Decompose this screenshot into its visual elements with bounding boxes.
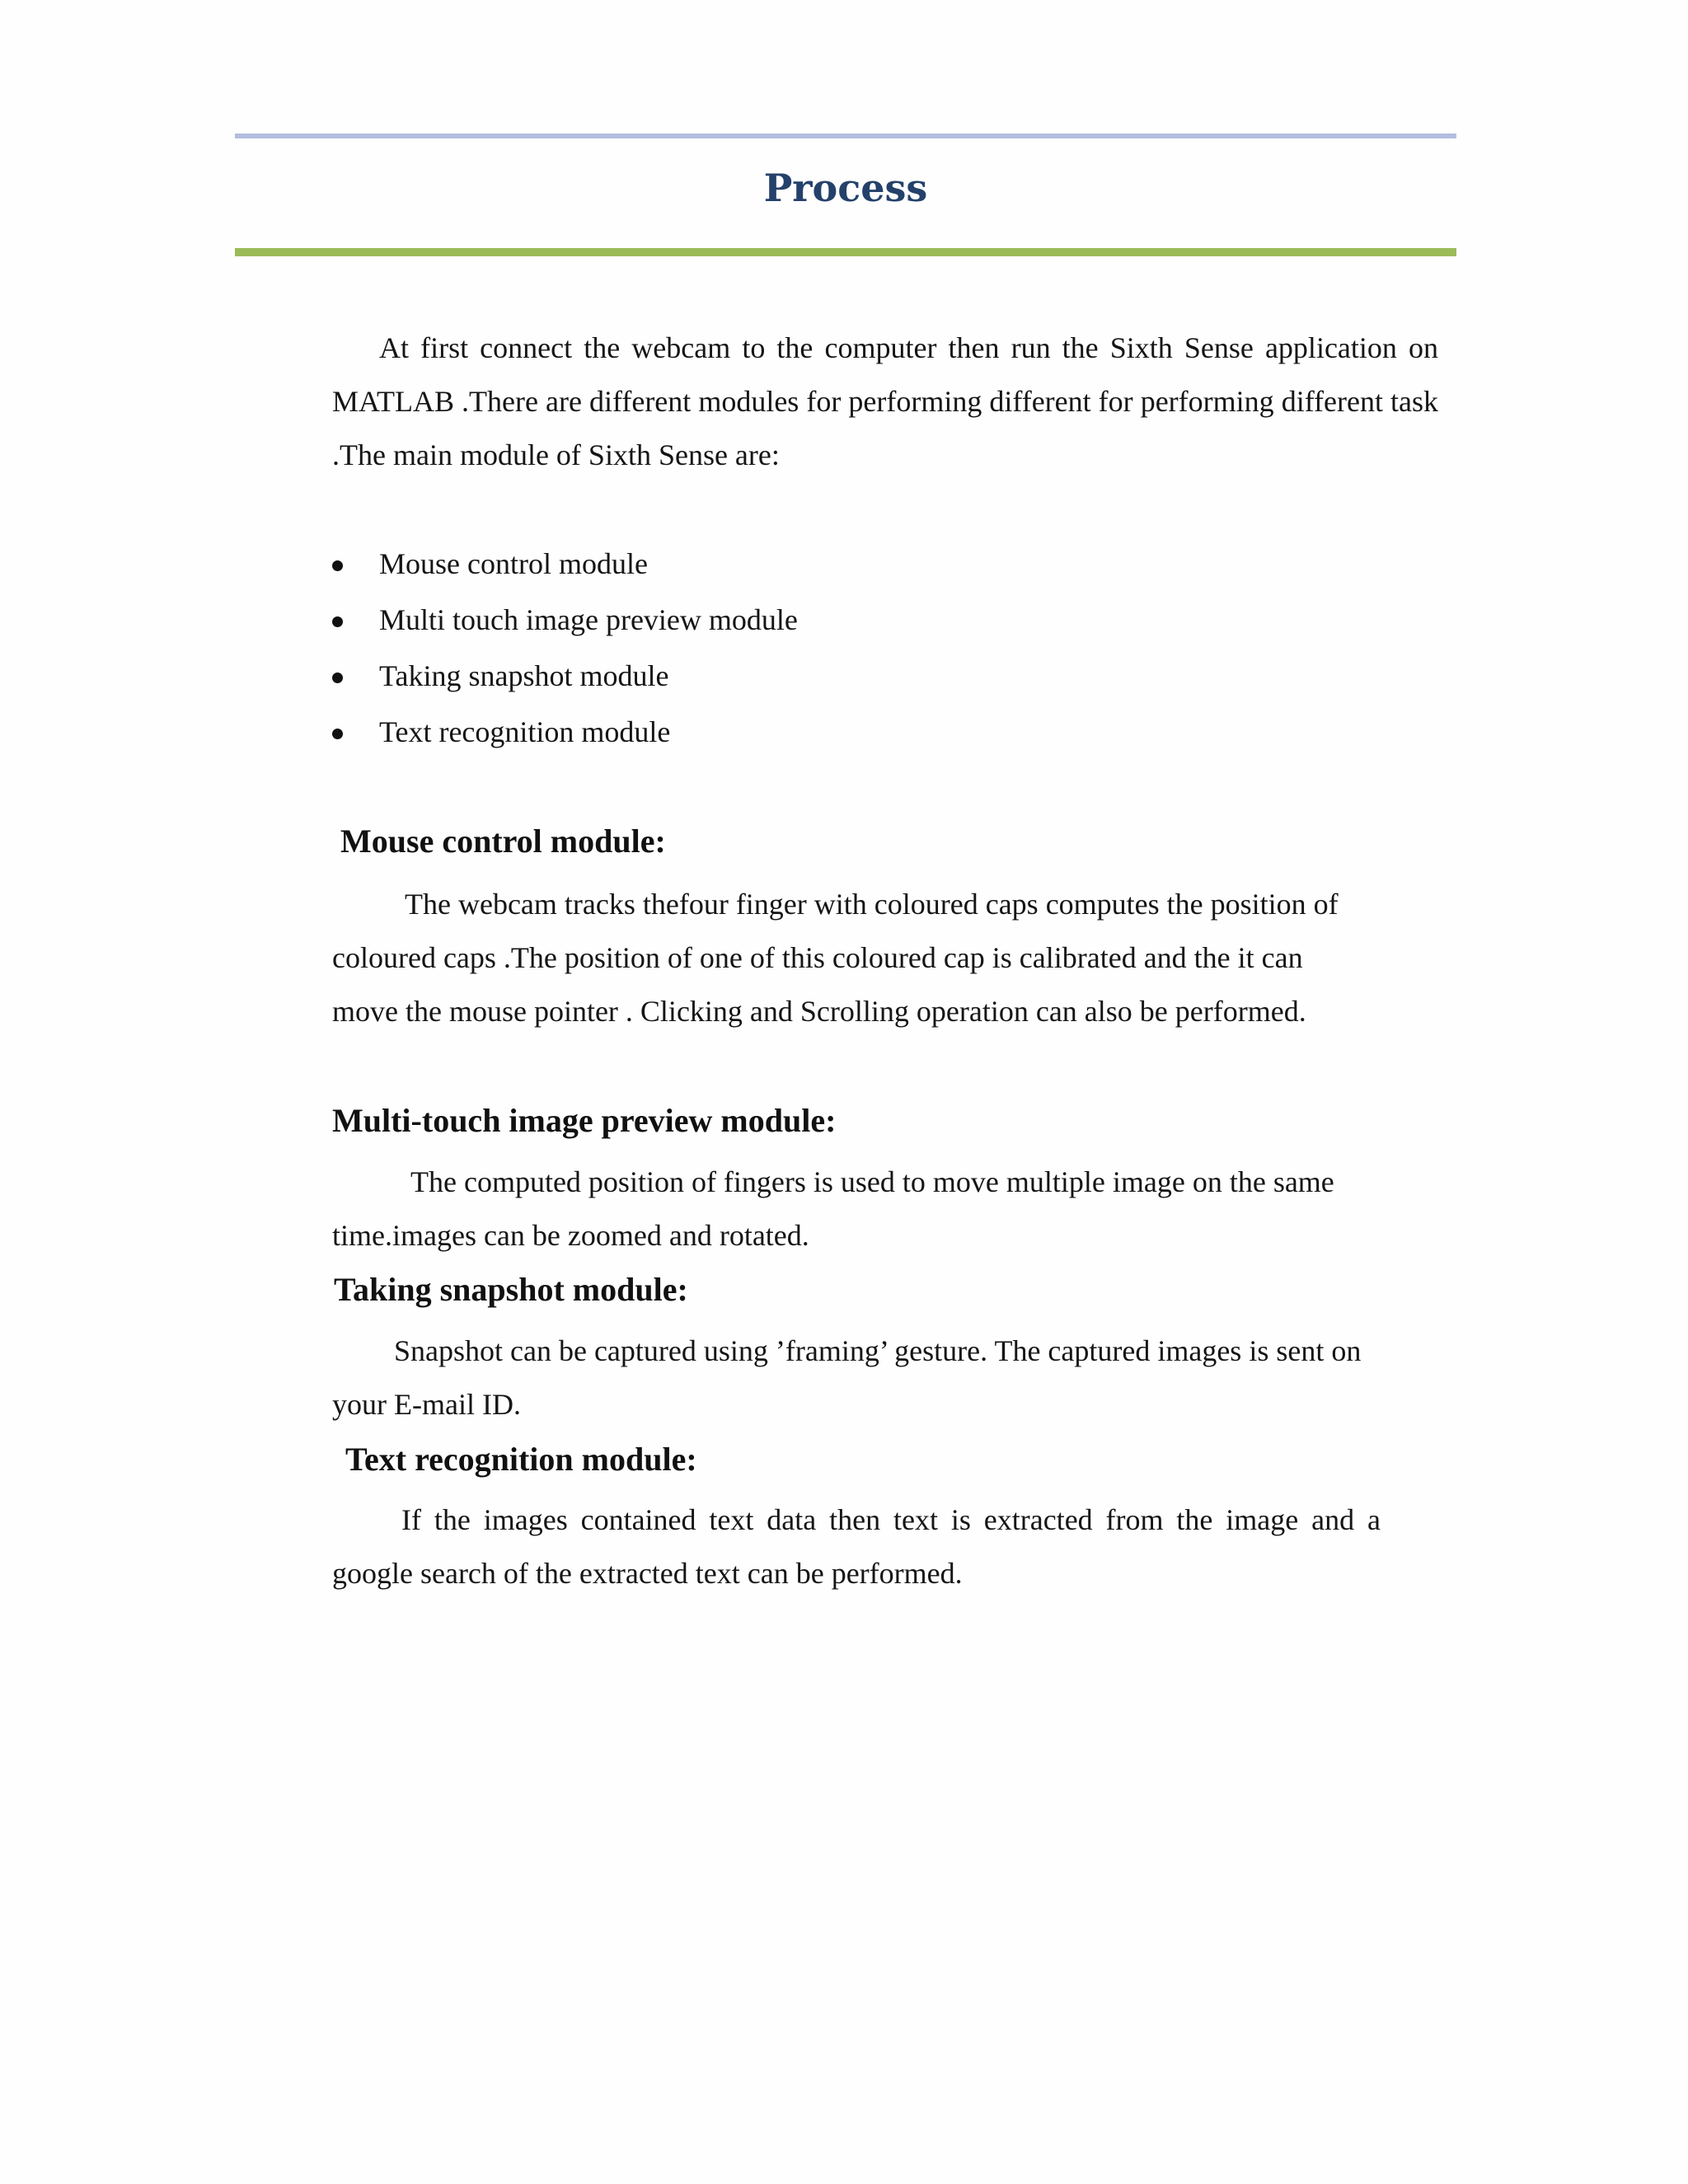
list-item [332,536,1321,592]
list-item-label: Taking snapshot module [379,659,669,692]
intro-paragraph: At first connect the webcam to the computer then run the Sixth Sense application on MATLAB .There are different modules for performing different for performing different task .The main module of Sixth Sense are: [332,331,1438,471]
list-item [332,648,1321,704]
list-item-label: Text recognition module [379,715,671,748]
mouse-control-heading: Mouse control module: [340,823,666,860]
bullet-icon [332,673,343,683]
text-recognition-paragraph: If the images contained text data then text is extracted from the image and a google search of the extracted text can be performed. [332,1503,1381,1590]
list-item-label: Multi touch image preview module [379,603,798,636]
bullet-icon [332,616,343,627]
bullet-icon [332,560,343,571]
list-item-label: Mouse control module [379,547,648,580]
page-title: Process [763,166,928,210]
snapshot-paragraph: Snapshot can be captured using ’framing’ gesture. The captured images is sent on your E-mail ID. [332,1334,1362,1421]
list-item [332,592,1321,648]
mouse-control-paragraph: The webcam tracks thefour finger with coloured caps computes the position of coloured caps .The position of one of this coloured cap is calibrated and the it can move the mouse pointer . Clicking and Scrolling operation can also be performed. [332,888,1339,1028]
text-recognition-heading: Text recognition module: [345,1441,697,1478]
bullet-icon [332,729,343,739]
title-bottom-rule [235,248,1456,256]
multi-touch-paragraph: The computed position of fingers is used to move multiple image on the same time.images can be zoomed and rotated. [332,1165,1334,1252]
title-top-rule [235,134,1456,138]
snapshot-heading: Taking snapshot module: [334,1271,688,1308]
module-list [332,536,1321,760]
list-item [332,704,1321,760]
multi-touch-heading: Multi-touch image preview module: [332,1102,837,1139]
